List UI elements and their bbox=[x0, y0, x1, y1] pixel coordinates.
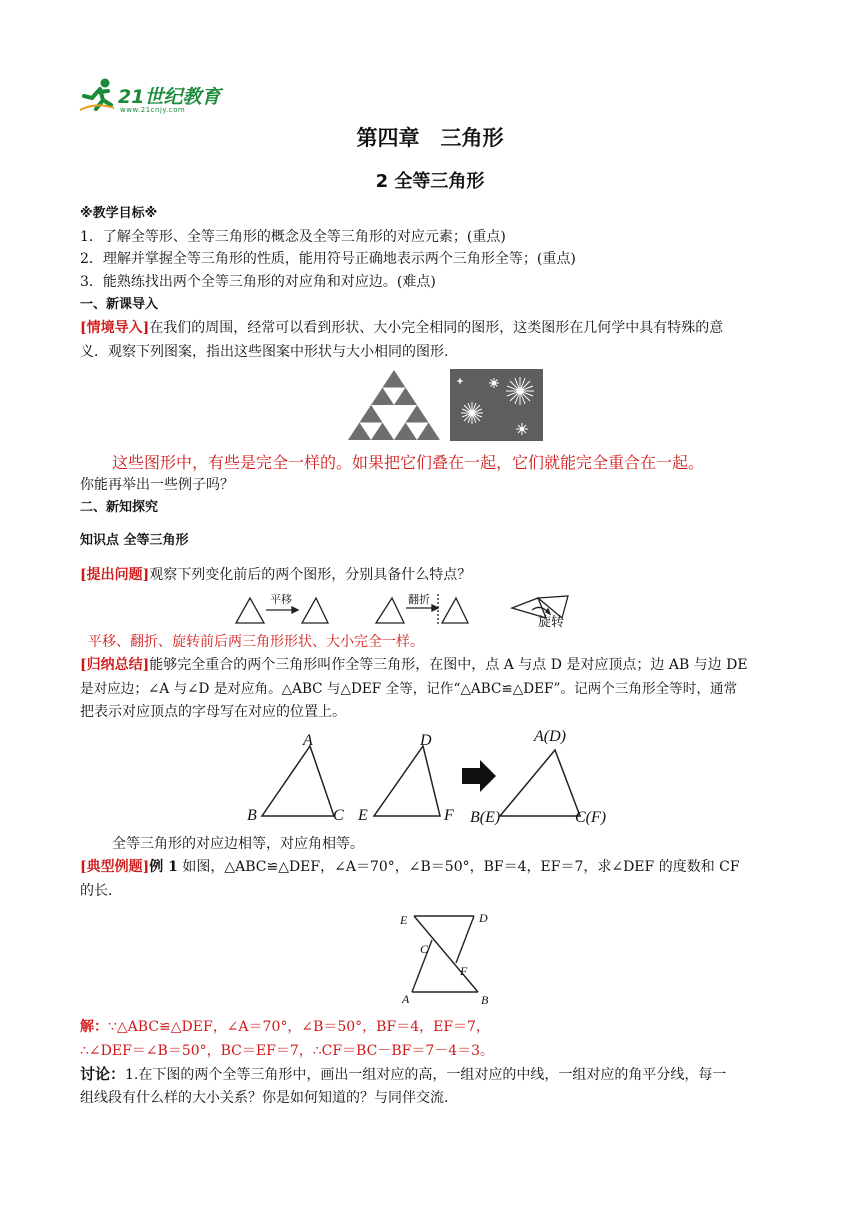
ask-paragraph bbox=[80, 565, 471, 585]
triangle-def bbox=[374, 746, 440, 816]
ask-tag: [提出问题] bbox=[80, 567, 150, 583]
transform-answer: 平移、翻折、旋转前后两三角形形状、大小完全一样。 bbox=[88, 634, 424, 650]
point-label-f: F bbox=[444, 807, 454, 824]
point-label-f: F bbox=[460, 964, 468, 978]
solution-line bbox=[80, 1017, 490, 1037]
triangle-shape bbox=[302, 598, 328, 623]
discussion-paragraph bbox=[80, 1064, 726, 1085]
point-label-b: B bbox=[247, 807, 257, 824]
rotate-label: 旋转 bbox=[538, 615, 565, 630]
ask-text: 观察下列变化前后的两个图形，分别具备什么特点？ bbox=[149, 567, 472, 583]
triangle-abc bbox=[262, 746, 334, 816]
summary-text: 能够完全重合的两个三角形叫作全等三角形，在图中，点 A 与点 D 是对应顶点；边 AB 与边 DE bbox=[149, 657, 748, 673]
point-label-d: D bbox=[420, 732, 432, 749]
summary-text: 是对应边；∠A 与∠D 是对应角。△ABC 与△DEF 全等，记作“△ABC≌△DEF”。记两个三角形全等时，通常 bbox=[80, 681, 738, 697]
solution-line: ∴∠DEF＝∠B＝50°，BC＝EF＝7，∴CF＝BC－BF＝7－4＝3。 bbox=[80, 1043, 495, 1059]
triangle-shape bbox=[236, 598, 264, 623]
example-text: 如图，△ABC≌△DEF，∠A＝70°，∠B＝50°，BF＝4，EF＝7，求∠DEF 的度数和 CF bbox=[177, 859, 740, 875]
logo bbox=[78, 76, 228, 120]
triangle-overlap bbox=[500, 750, 580, 816]
logo-text: 21世纪教育 bbox=[118, 86, 221, 108]
objectives-heading: ※教学目标※ bbox=[80, 206, 158, 221]
objective-item: 1．了解全等形、全等三角形的概念及全等三角形的对应元素；(重点) bbox=[80, 229, 506, 245]
runner-icon bbox=[78, 76, 118, 114]
solution-text: ∵△ABC≌△DEF，∠A＝70°，∠B＝50°，BF＝4，EF＝7， bbox=[108, 1019, 490, 1035]
situation-text: 在我们的周围，经常可以看到形状、大小完全相同的图形，这类图形在几何学中具有特殊的意 bbox=[149, 320, 724, 336]
point-label-a: A bbox=[402, 992, 410, 1006]
logo-url: www.21cnjy.com bbox=[120, 106, 186, 114]
section-title: 2 全等三角形 bbox=[375, 171, 485, 192]
discussion-label: 讨论： bbox=[80, 1065, 126, 1083]
point-label-e: E bbox=[358, 807, 368, 824]
point-label-d: D bbox=[479, 911, 488, 925]
point-label-e: E bbox=[400, 913, 408, 927]
point-label-c: C bbox=[420, 942, 429, 956]
sierpinski-triangle-image bbox=[348, 370, 440, 440]
triangle-shape bbox=[376, 598, 404, 623]
chapter-title: 第四章 三角形 bbox=[356, 126, 504, 150]
solution-label: 解： bbox=[80, 1019, 108, 1035]
summary-text: 把表示对应顶点的字母写在对应的位置上。 bbox=[80, 704, 346, 720]
flip-label: 翻折 bbox=[408, 593, 430, 606]
question-text: 你能再举出一些例子吗？ bbox=[80, 477, 234, 493]
red-note: 这些图形中，有些是完全一样的。如果把它们叠在一起，它们就能完全重合在一起。 bbox=[112, 453, 705, 472]
translate-label: 平移 bbox=[270, 593, 292, 606]
summary-paragraph bbox=[80, 655, 748, 675]
objective-item: 3．能熟练找出两个全等三角形的对应角和对应边。(难点) bbox=[80, 274, 436, 290]
section-heading: 一、新课导入 bbox=[80, 297, 159, 312]
triangle-shape bbox=[442, 598, 468, 623]
situation-paragraph bbox=[80, 318, 723, 338]
flower-pattern-image bbox=[450, 369, 543, 441]
example-paragraph bbox=[80, 857, 740, 877]
point-label-ad: A(D) bbox=[534, 728, 566, 745]
discussion-text: 1.在下图的两个全等三角形中，画出一组对应的高，一组对应的中线，一组对应的角平分线，每一 bbox=[125, 1067, 727, 1083]
property-text: 全等三角形的对应边相等，对应角相等。 bbox=[112, 836, 364, 852]
knowledge-heading: 知识点 全等三角形 bbox=[80, 533, 189, 548]
situation-tag: [情境导入] bbox=[80, 320, 150, 336]
example-text-cont: 的长. bbox=[80, 883, 113, 899]
right-arrow-icon bbox=[462, 760, 496, 792]
example-tag: [典型例题] bbox=[80, 859, 150, 875]
discussion-text-cont: 组线段有什么样的大小关系？你是如何知道的？与同伴交流. bbox=[80, 1090, 449, 1106]
summary-tag: [归纳总结] bbox=[80, 657, 150, 673]
point-label-cf: C(F) bbox=[575, 809, 607, 826]
example-label: 例 1 bbox=[149, 859, 178, 875]
point-label-be: B(E) bbox=[470, 809, 501, 826]
section-heading: 二、新知探究 bbox=[80, 500, 159, 515]
situation-text-cont: 义．观察下列图案，指出这些图案中形状与大小相同的图形. bbox=[80, 344, 449, 360]
point-label-c: C bbox=[333, 807, 344, 824]
objective-item: 2．理解并掌握全等三角形的性质，能用符号正确地表示两个三角形全等；(重点) bbox=[80, 251, 576, 267]
point-label-a: A bbox=[303, 732, 313, 749]
point-label-b: B bbox=[481, 993, 489, 1007]
